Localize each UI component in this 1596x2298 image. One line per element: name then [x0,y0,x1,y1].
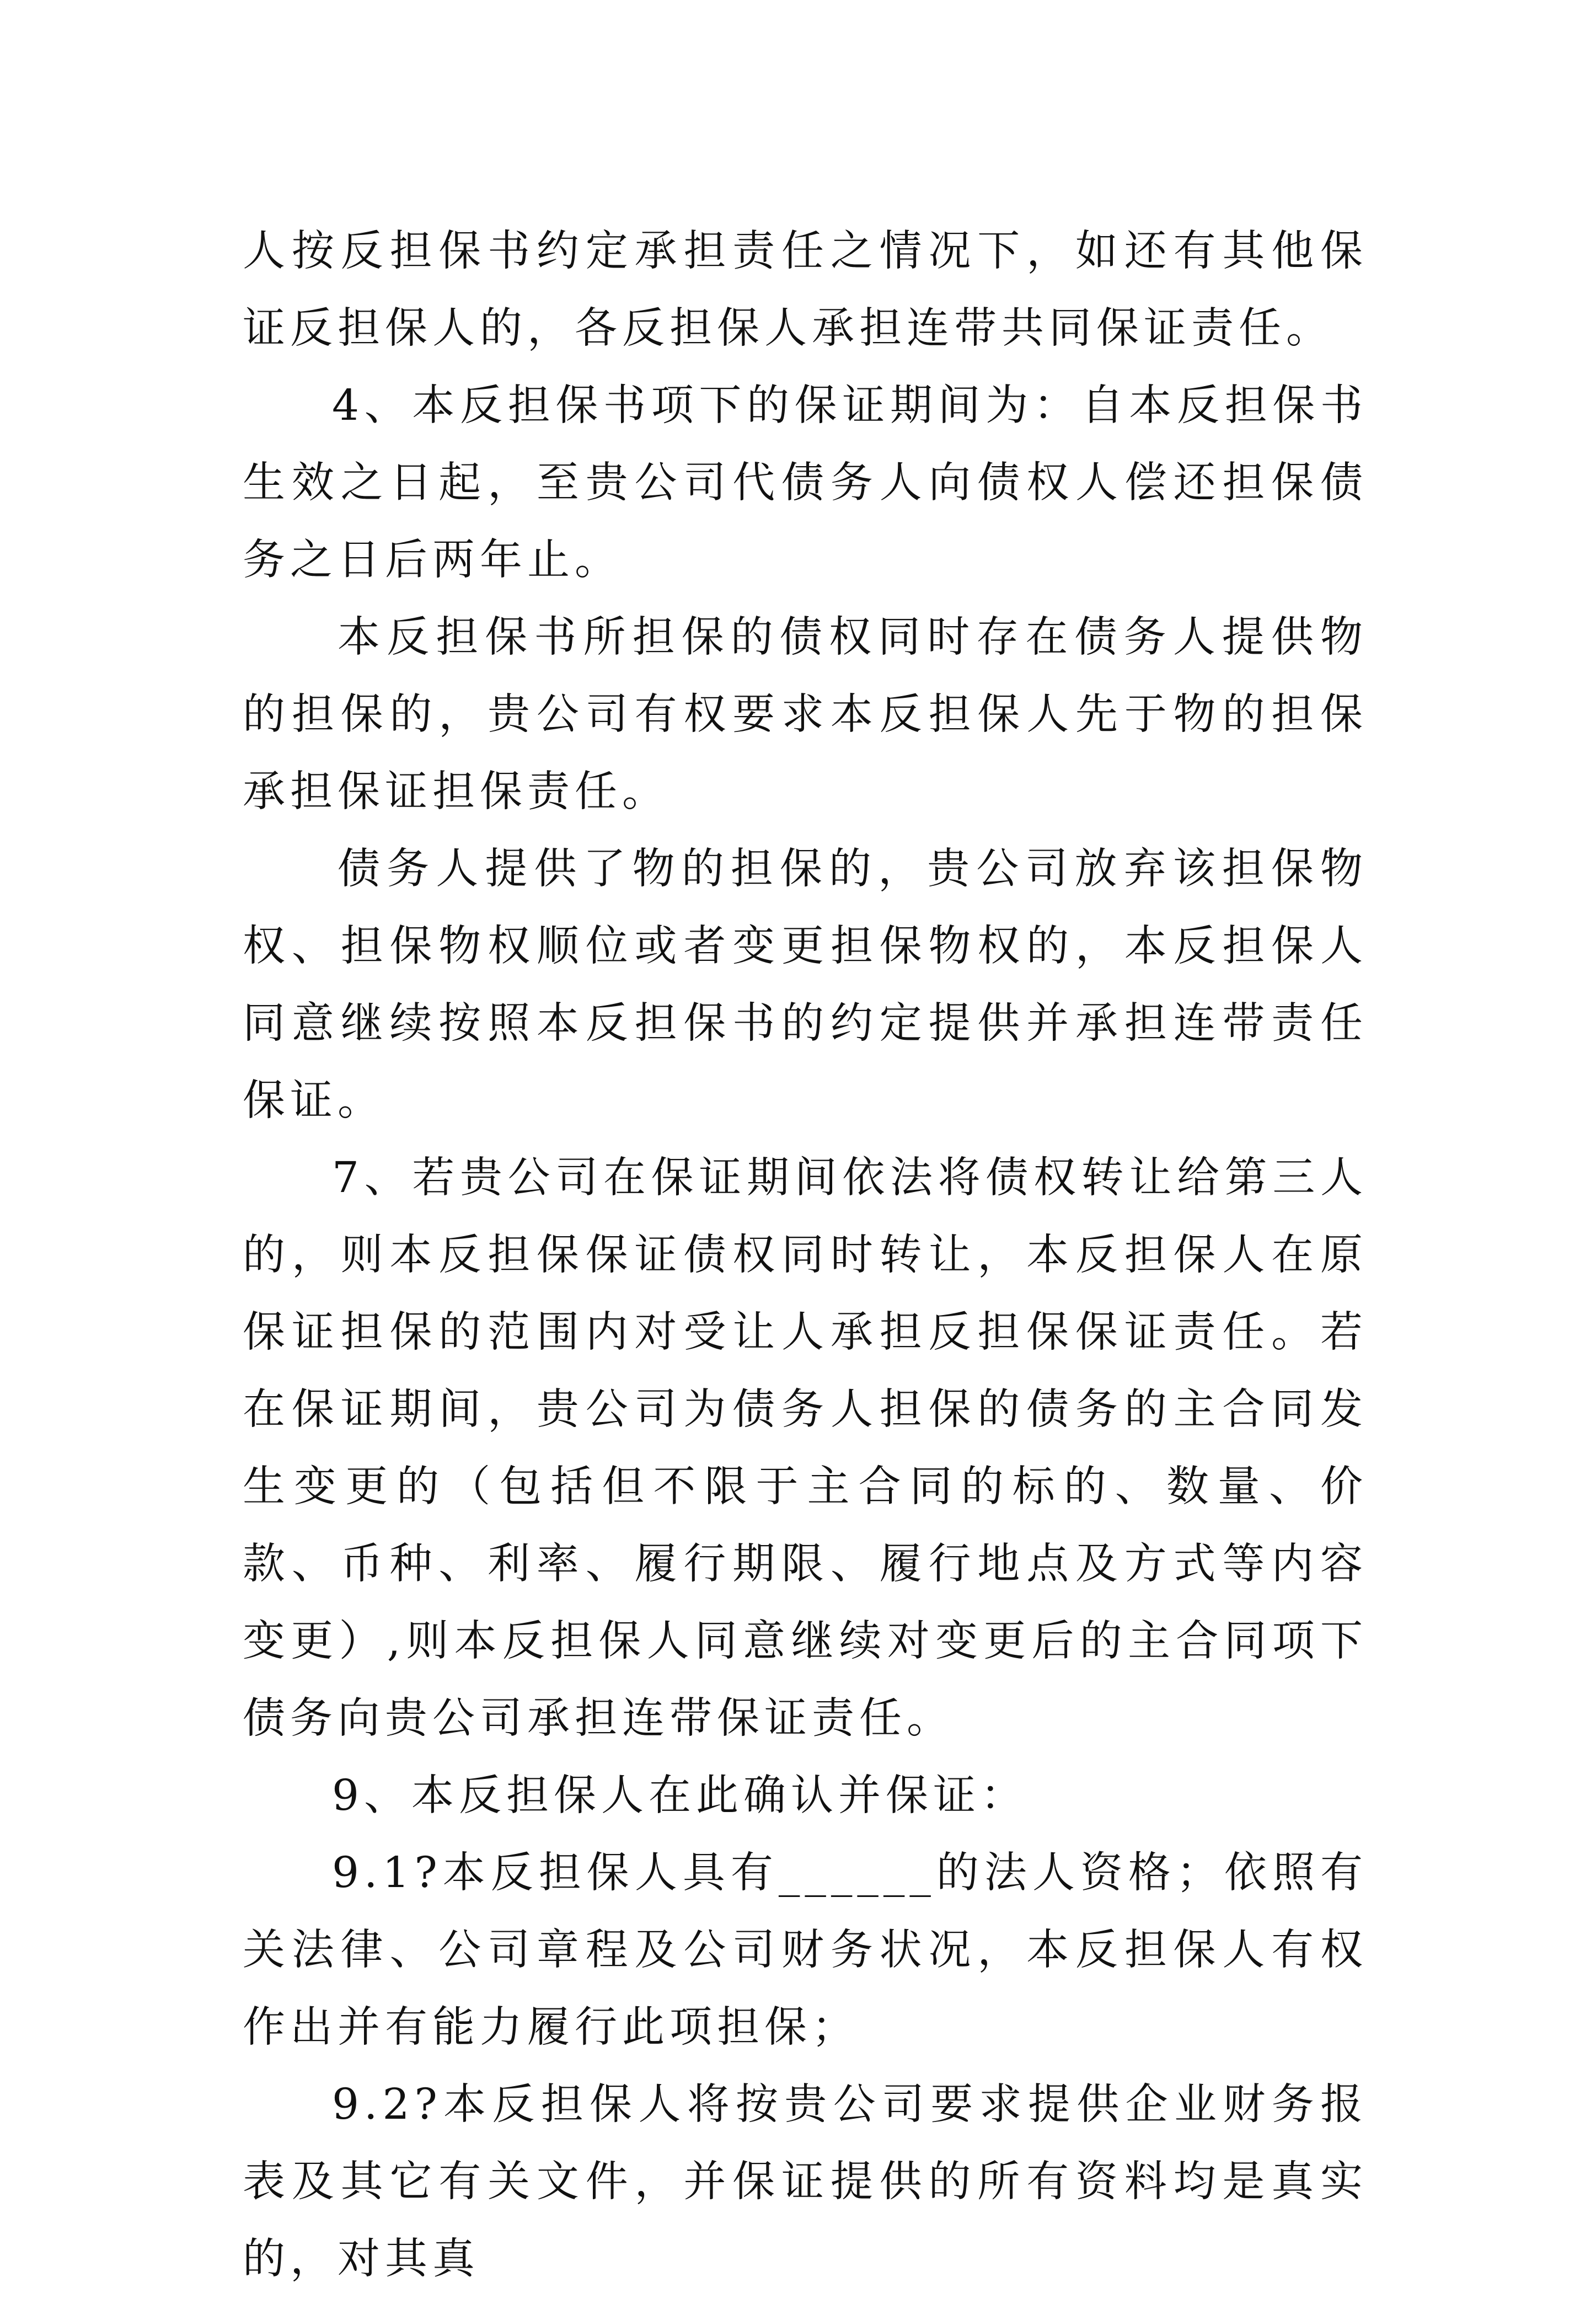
paragraph-property-guarantee: 本反担保书所担保的债权同时存在债务人提供物的担保的，贵公司有权要求本反担保人先于物的担保承担保证担保责任。 [243,613,1368,816]
paragraph-confirmation: 9、本反担保人在此确认并保证： [332,1771,1028,1820]
paragraph-legal-capacity: 9.1?本反担保人具有______的法人资格；依照有关法律、公司章程及公司财务状况，本反担保人有权作出并有能力履行此项担保； [243,1848,1368,2052]
paragraph-joint-liability: 人按反担保书约定承担责任之情况下，如还有其他保证反担保人的，各反担保人承担连带共同保证责任。 [243,227,1368,353]
paragraph-guarantee-period: 4、本反担保书项下的保证期间为：自本反担保书生效之日起，至贵公司代债务人向债权人偿还担保债务之日后两年止。 [243,381,1368,585]
document-body [243,213,1368,2298]
paragraph-waiver-of-property-rights: 债务人提供了物的担保的，贵公司放弃该担保物权、担保物权顺位或者变更担保物权的，本反担保人同意继续按照本反担保书的约定提供并承担连带责任保证。 [243,845,1368,1125]
paragraph-financial-statements: 9.2?本反担保人将按贵公司要求提供企业财务报表及其它有关文件，并保证提供的所有资料均是真实的，对其真 [243,2080,1368,2284]
paragraph-debt-transfer: 7、若贵公司在保证期间依法将债权转让给第三人的，则本反担保保证债权同时转让，本反担保人在原保证担保的范围内对受让人承担反担保保证责任。若在保证期间，贵公司为债务人担保的债务的主合同发生变更的（包括但不限于主合同的标的、数量、价款、币种、利率、履行期限、履行地点及方式等内容变更）,则本反担保人同意继续对变更后的主合同项下债务向贵公司承担连带保证责任。 [243,1153,1368,1743]
